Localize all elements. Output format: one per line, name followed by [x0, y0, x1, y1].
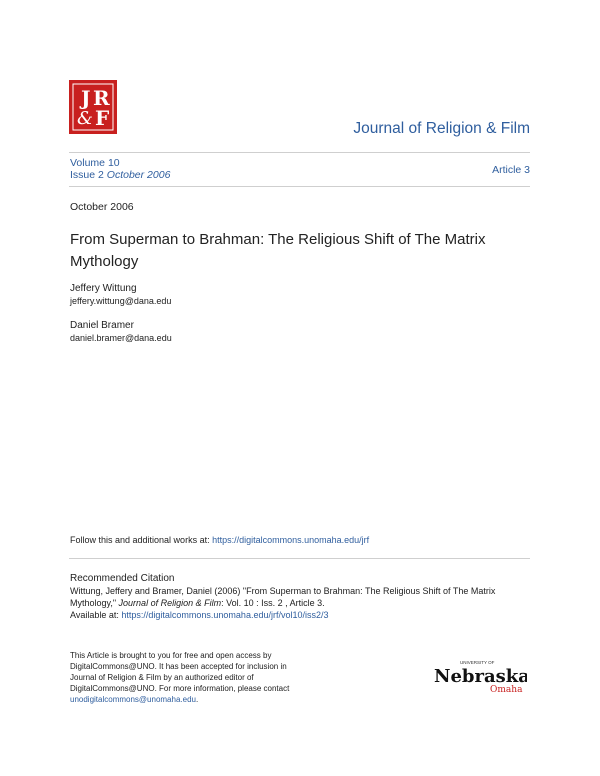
author-name: Jeffery Wittung [70, 283, 137, 294]
campus-name: Omaha [490, 685, 523, 695]
author-email[interactable]: daniel.bramer@dana.edu [70, 333, 172, 343]
follow-link[interactable]: https://digitalcommons.unomaha.edu/jrf [212, 535, 370, 545]
follow-line [70, 535, 369, 545]
citation-journal: Journal of Religion & Film [118, 598, 222, 608]
svg-text:R: R [93, 86, 110, 110]
contact-email-link[interactable]: unodigitalcommons@unomaha.edu [70, 695, 196, 704]
citation-heading: Recommended Citation [70, 573, 175, 584]
citation-text [70, 585, 540, 621]
citation-link[interactable]: https://digitalcommons.unomaha.edu/jrf/vol10/iss2/3 [121, 610, 329, 620]
follow-divider [69, 558, 530, 559]
svg-text:&: & [77, 108, 94, 129]
available-label: Available at: [70, 610, 122, 620]
journal-logo [69, 80, 117, 134]
header-divider [69, 152, 530, 153]
svg-text:J: J [81, 86, 91, 110]
issue-date: October 2006 [106, 169, 171, 181]
journal-title[interactable]: Journal of Religion & Film [353, 120, 530, 137]
author-email[interactable]: jeffery.wittung@dana.edu [70, 296, 172, 306]
follow-text: Follow this and additional works at: [70, 535, 213, 545]
notice-end: . [195, 695, 199, 704]
university-name: Nebraska [434, 666, 527, 687]
article-title: From Superman to Brahman: The Religious Shift of The Matrix Mythology [70, 231, 486, 270]
issue-label[interactable] [70, 169, 170, 181]
citation-part2: : Vol. 10 : Iss. 2 , Article 3. [221, 598, 325, 608]
issue-divider [69, 186, 530, 187]
article-date: October 2006 [70, 201, 134, 213]
access-notice [70, 650, 310, 705]
citation-part1: Wittung, Jeffery and Bramer, Daniel (2006) "From Superman to Brahman: The Religious Shift of The Matrix Mythology," [70, 586, 496, 608]
svg-text:F: F [95, 106, 110, 130]
issue-number: Issue 2 [70, 169, 104, 181]
notice-text: This Article is brought to you for free and open access by DigitalCommons@UNO. It has been accepted for inclusion in Journal of Religion & Film by an authorized editor of DigitalCommons@UNO. For more information, please contact [70, 651, 290, 693]
university-of-text: UNIVERSITY OF [460, 660, 495, 665]
university-logo [432, 656, 527, 696]
volume-label[interactable]: Volume 10 [70, 157, 120, 169]
article-number[interactable]: Article 3 [492, 164, 530, 176]
author-name: Daniel Bramer [70, 320, 134, 331]
